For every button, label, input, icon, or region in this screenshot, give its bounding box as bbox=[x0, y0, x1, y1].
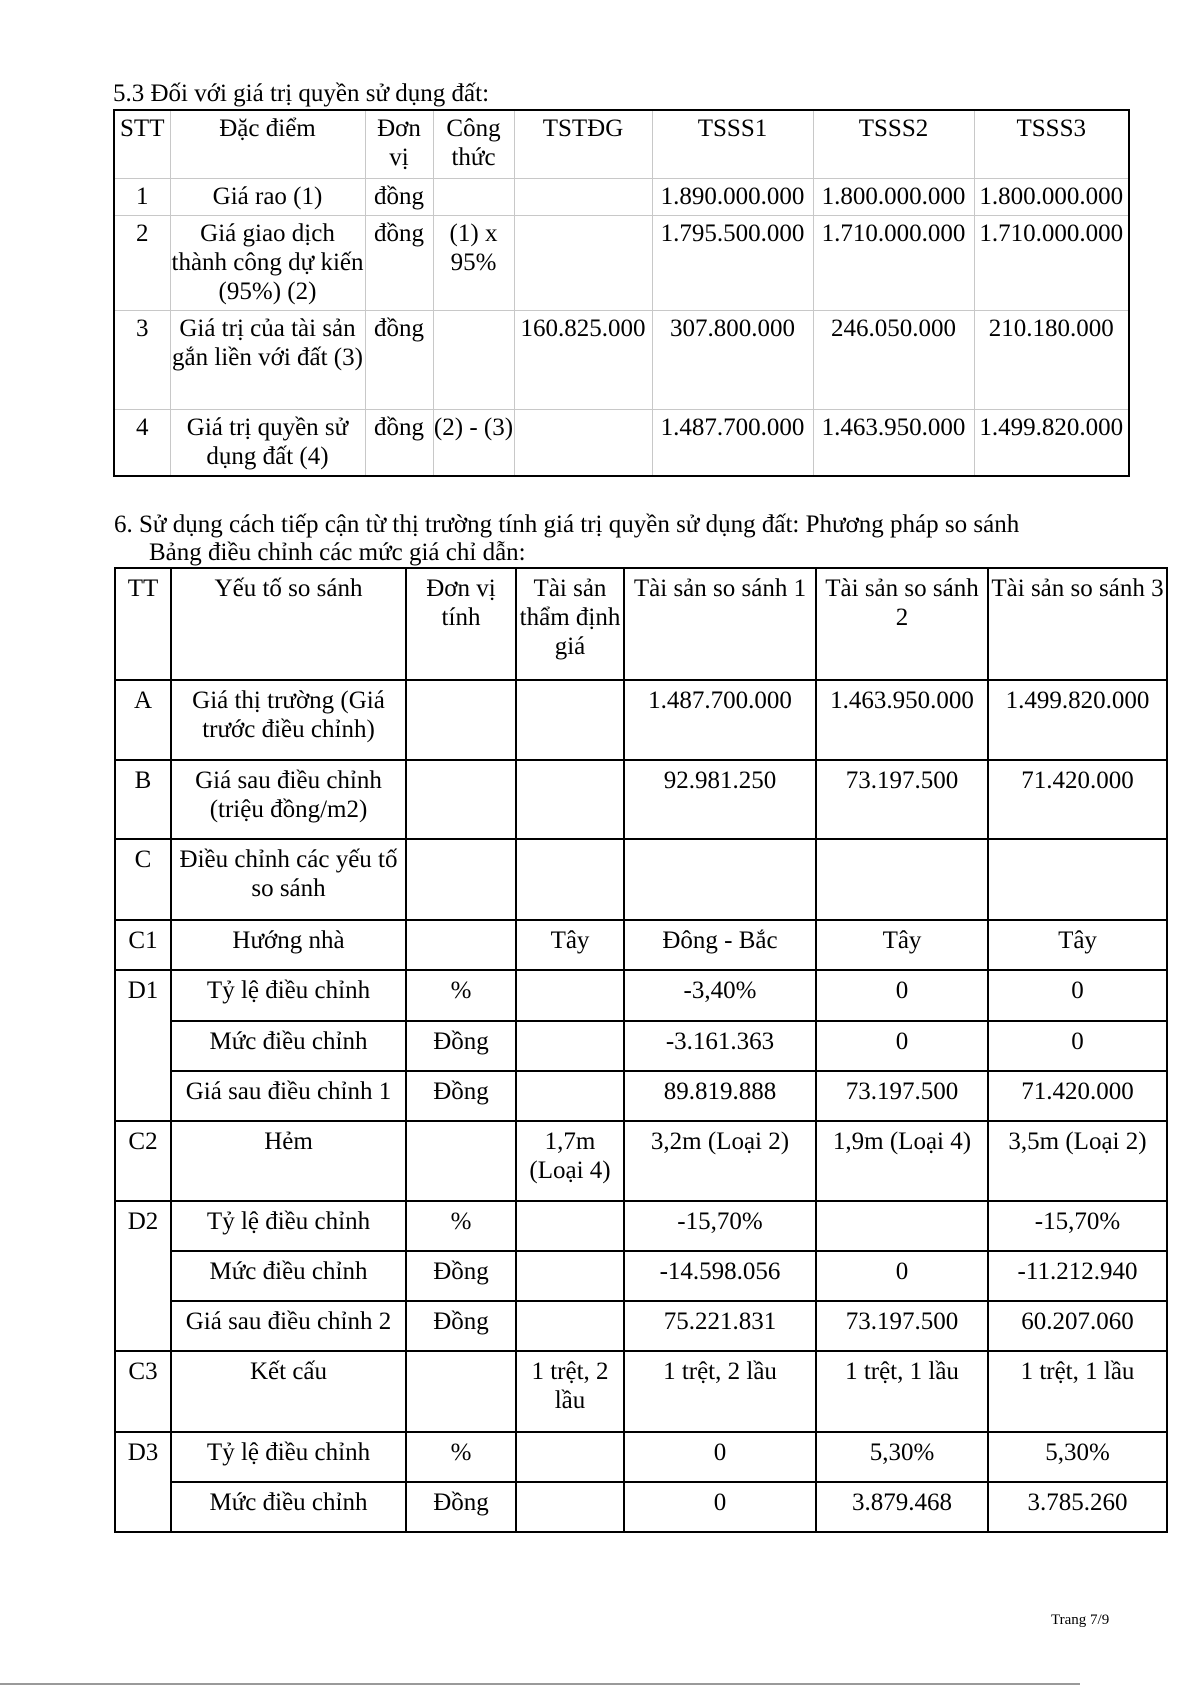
table-cell: -3.161.363 bbox=[624, 1021, 816, 1071]
table-cell: Tỷ lệ điều chỉnh bbox=[171, 1432, 406, 1482]
table-cell: 4 bbox=[114, 409, 170, 476]
section-6-heading: 6. Sử dụng cách tiếp cận từ thị trường tính giá trị quyền sử dụng đất: Phương pháp so sánh bbox=[114, 511, 1020, 538]
table-cell: Hẻm bbox=[171, 1121, 406, 1201]
table-cell bbox=[406, 680, 516, 760]
table-row bbox=[115, 680, 1167, 760]
table-cell bbox=[406, 1121, 516, 1201]
table-cell: Điều chỉnh các yếu tố so sánh bbox=[171, 839, 406, 920]
table-cell: Tây bbox=[988, 920, 1167, 970]
row-code: D1 bbox=[115, 970, 171, 1121]
table-cell: Đông - Bắc bbox=[624, 920, 816, 970]
table-cell: 3,5m (Loại 2) bbox=[988, 1121, 1167, 1201]
table-cell: Tây bbox=[516, 920, 624, 970]
table-cell: 5,30% bbox=[816, 1432, 988, 1482]
table-cell: 71.420.000 bbox=[988, 760, 1167, 839]
table-cell: 3.785.260 bbox=[988, 1482, 1167, 1532]
column-header: TT bbox=[115, 568, 171, 680]
table-cell: 60.207.060 bbox=[988, 1301, 1167, 1351]
table-cell: Giá sau điều chỉnh 2 bbox=[171, 1301, 406, 1351]
table-cell: 71.420.000 bbox=[988, 1071, 1167, 1121]
table-cell: Tỷ lệ điều chỉnh bbox=[171, 1201, 406, 1251]
table-cell: 0 bbox=[624, 1432, 816, 1482]
table-cell: Giá trị của tài sản gắn liền với đất (3) bbox=[170, 310, 365, 409]
column-header: Đơn vị bbox=[365, 110, 433, 178]
row-code: D2 bbox=[115, 1201, 171, 1351]
page-number: Trang 7/9 bbox=[1051, 1612, 1110, 1628]
row-code: C3 bbox=[115, 1351, 171, 1432]
table-row bbox=[115, 1071, 1167, 1121]
row-code: D3 bbox=[115, 1432, 171, 1532]
table-cell bbox=[624, 839, 816, 920]
table-cell: Đồng bbox=[406, 1301, 516, 1351]
table-cell: % bbox=[406, 970, 516, 1021]
table-cell: 1,9m (Loại 4) bbox=[816, 1121, 988, 1201]
table-cell: 1.710.000.000 bbox=[974, 215, 1129, 310]
table-row bbox=[115, 1351, 1167, 1432]
table-cell: Kết cấu bbox=[171, 1351, 406, 1432]
table-cell: Tây bbox=[816, 920, 988, 970]
table-cell: Giá sau điều chỉnh 1 bbox=[171, 1071, 406, 1121]
table-cell: đồng bbox=[365, 310, 433, 409]
table-row bbox=[115, 920, 1167, 970]
table-cell: 1.487.700.000 bbox=[624, 680, 816, 760]
table-cell: -15,70% bbox=[988, 1201, 1167, 1251]
row-code: C1 bbox=[115, 920, 171, 970]
table-row bbox=[115, 970, 1167, 1021]
table-cell: -11.212.940 bbox=[988, 1251, 1167, 1301]
table-row bbox=[114, 215, 1129, 310]
table-cell: Giá rao (1) bbox=[170, 178, 365, 215]
table-cell: 1 trệt, 1 lầu bbox=[988, 1351, 1167, 1432]
table-cell bbox=[516, 760, 624, 839]
table-cell bbox=[516, 1482, 624, 1532]
section-6-subheading: Bảng điều chỉnh các mức giá chỉ dẫn: bbox=[149, 539, 526, 566]
row-code: B bbox=[115, 760, 171, 839]
table-cell: 1.463.950.000 bbox=[813, 409, 974, 476]
table-cell: 1 trệt, 2 lầu bbox=[516, 1351, 624, 1432]
table-cell: 1 bbox=[114, 178, 170, 215]
table-cell: đồng bbox=[365, 215, 433, 310]
table-cell: 3.879.468 bbox=[816, 1482, 988, 1532]
column-header: Công thức bbox=[433, 110, 514, 178]
table-cell: 5,30% bbox=[988, 1432, 1167, 1482]
table-row bbox=[115, 1201, 1167, 1251]
table-cell: 210.180.000 bbox=[974, 310, 1129, 409]
table-cell: 246.050.000 bbox=[813, 310, 974, 409]
column-header: TSTĐG bbox=[514, 110, 652, 178]
table-cell: 1.487.700.000 bbox=[652, 409, 813, 476]
table-row bbox=[114, 178, 1129, 215]
table-cell: Mức điều chỉnh bbox=[171, 1021, 406, 1071]
table-row bbox=[114, 409, 1129, 476]
table-cell: 1,7m (Loại 4) bbox=[516, 1121, 624, 1201]
table-cell: Giá thị trường (Giá trước điều chỉnh) bbox=[171, 680, 406, 760]
table-cell: Hướng nhà bbox=[171, 920, 406, 970]
table-cell: Tỷ lệ điều chỉnh bbox=[171, 970, 406, 1021]
table-cell bbox=[516, 680, 624, 760]
column-header: Tài sản so sánh 1 bbox=[624, 568, 816, 680]
table-cell bbox=[406, 760, 516, 839]
table-cell: 0 bbox=[816, 970, 988, 1021]
table-cell: (2) - (3) bbox=[433, 409, 514, 476]
table-cell: 1.795.500.000 bbox=[652, 215, 813, 310]
table-row bbox=[115, 1432, 1167, 1482]
row-code: C2 bbox=[115, 1121, 171, 1201]
price-adjustment-table bbox=[114, 567, 1168, 1533]
table-cell: 3 bbox=[114, 310, 170, 409]
table-cell: 307.800.000 bbox=[652, 310, 813, 409]
column-header: TSSS2 bbox=[813, 110, 974, 178]
table-row bbox=[115, 1251, 1167, 1301]
table-cell bbox=[514, 215, 652, 310]
table-cell: 0 bbox=[816, 1021, 988, 1071]
table-cell: % bbox=[406, 1201, 516, 1251]
table-row bbox=[114, 310, 1129, 409]
table-cell bbox=[514, 409, 652, 476]
table-cell: % bbox=[406, 1432, 516, 1482]
table-row bbox=[115, 1021, 1167, 1071]
table-cell: -15,70% bbox=[624, 1201, 816, 1251]
table-row bbox=[115, 1301, 1167, 1351]
column-header: TSSS1 bbox=[652, 110, 813, 178]
table-cell bbox=[516, 839, 624, 920]
table-cell: 0 bbox=[988, 1021, 1167, 1071]
table-cell bbox=[988, 839, 1167, 920]
table-cell: 1.800.000.000 bbox=[813, 178, 974, 215]
table-cell bbox=[816, 1201, 988, 1251]
table-cell: Mức điều chỉnh bbox=[171, 1251, 406, 1301]
table-cell: -3,40% bbox=[624, 970, 816, 1021]
table-cell: đồng bbox=[365, 178, 433, 215]
column-header: Tài sản so sánh 2 bbox=[816, 568, 988, 680]
table-cell: Giá sau điều chỉnh (triệu đồng/m2) bbox=[171, 760, 406, 839]
table-cell: 0 bbox=[624, 1482, 816, 1532]
table-cell bbox=[433, 310, 514, 409]
table-cell bbox=[516, 1021, 624, 1071]
table-cell bbox=[406, 920, 516, 970]
table-cell: Đồng bbox=[406, 1021, 516, 1071]
table-cell: 2 bbox=[114, 215, 170, 310]
table-cell: Đồng bbox=[406, 1482, 516, 1532]
table-cell: 1.499.820.000 bbox=[988, 680, 1167, 760]
column-header: STT bbox=[114, 110, 170, 178]
table-cell bbox=[516, 1301, 624, 1351]
table-cell bbox=[516, 1251, 624, 1301]
table-row bbox=[115, 1121, 1167, 1201]
table-cell: 1.710.000.000 bbox=[813, 215, 974, 310]
table-cell bbox=[433, 178, 514, 215]
table-cell: 3,2m (Loại 2) bbox=[624, 1121, 816, 1201]
table-cell: 0 bbox=[816, 1251, 988, 1301]
table-cell bbox=[514, 178, 652, 215]
table-cell: 75.221.831 bbox=[624, 1301, 816, 1351]
table-cell: -14.598.056 bbox=[624, 1251, 816, 1301]
table-cell: 73.197.500 bbox=[816, 1301, 988, 1351]
table-cell: (1) x 95% bbox=[433, 215, 514, 310]
column-header: Đơn vị tính bbox=[406, 568, 516, 680]
table-cell: 92.981.250 bbox=[624, 760, 816, 839]
table-row bbox=[115, 760, 1167, 839]
column-header: Tài sản thẩm định giá bbox=[516, 568, 624, 680]
row-code: C bbox=[115, 839, 171, 920]
table-cell: Giá trị quyền sử dụng đất (4) bbox=[170, 409, 365, 476]
table-cell: 1.499.820.000 bbox=[974, 409, 1129, 476]
table-cell: 0 bbox=[988, 970, 1167, 1021]
table-row bbox=[115, 839, 1167, 920]
table-cell bbox=[406, 1351, 516, 1432]
land-use-value-table bbox=[113, 109, 1130, 477]
table-cell: 1.463.950.000 bbox=[816, 680, 988, 760]
table-cell bbox=[516, 1071, 624, 1121]
table-cell: 89.819.888 bbox=[624, 1071, 816, 1121]
table-cell bbox=[516, 970, 624, 1021]
column-header: TSSS3 bbox=[974, 110, 1129, 178]
table-cell: 1 trệt, 1 lầu bbox=[816, 1351, 988, 1432]
table-cell: 1.800.000.000 bbox=[974, 178, 1129, 215]
section-5-3-heading: 5.3 Đối với giá trị quyền sử dụng đất: bbox=[113, 80, 490, 107]
table-cell bbox=[406, 839, 516, 920]
column-header: Yếu tố so sánh bbox=[171, 568, 406, 680]
table-cell: đồng bbox=[365, 409, 433, 476]
table-cell: 1.890.000.000 bbox=[652, 178, 813, 215]
row-code: A bbox=[115, 680, 171, 760]
table-cell: Mức điều chỉnh bbox=[171, 1482, 406, 1532]
table-row bbox=[115, 1482, 1167, 1532]
table-cell bbox=[516, 1201, 624, 1251]
table-cell bbox=[816, 839, 988, 920]
table-cell: Đồng bbox=[406, 1071, 516, 1121]
table-cell bbox=[516, 1432, 624, 1482]
table-cell: Đồng bbox=[406, 1251, 516, 1301]
header-row bbox=[115, 568, 1167, 680]
header-row bbox=[114, 110, 1129, 178]
table-cell: 1 trệt, 2 lầu bbox=[624, 1351, 816, 1432]
table-cell: Giá giao dịch thành công dự kiến (95%) (2) bbox=[170, 215, 365, 310]
table-cell: 73.197.500 bbox=[816, 760, 988, 839]
column-header: Tài sản so sánh 3 bbox=[988, 568, 1167, 680]
table-cell: 160.825.000 bbox=[514, 310, 652, 409]
column-header: Đặc điểm bbox=[170, 110, 365, 178]
table-cell: 73.197.500 bbox=[816, 1071, 988, 1121]
